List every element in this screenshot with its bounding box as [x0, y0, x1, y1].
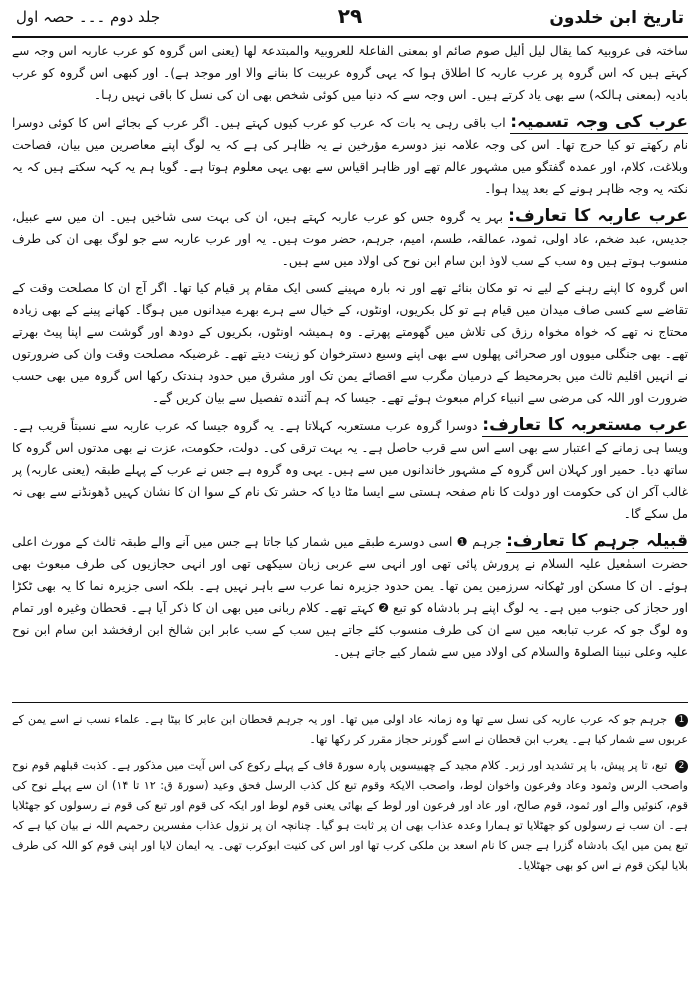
footnote-text: تبع، تا پر پیش، با پر تشدید اور زبر۔ کلام مجید کے چھبیسویں پارہ سورۃ قاف کے پہلے رکوع کی اس آیت میں مذکور ہے۔ کذبت قبلھم قوم نوح واصحب الرس وثمود وعاد وفرعون واخوان لوط، واصحب الایکۃ وقوم تبع کل کذب الرسل فحق وعید (سورۃ ق: ۱۲ تا ۱۴) ان سے پہلے نوح کی قوم، کنوئیں والے اور ثمود، قوم صالح، اور عاد اور فرعون اور لوط کے بھائی یعنی قوم لوط اور ایکہ کی قوم اور تبع کی قوم نے رسولوں کو جھٹلایا ہے۔ ان سب نے رسولوں کو جھٹلایا تو ہمارا وعدہ عذاب بھی ان پر ثابت ہو گیا۔ چنانچہ ان پر نزول عذاب مفسرین رحمہم اللہ نے بیان کیا ہے کہ تبع یمن میں ایک بادشاہ گزرا ہے جس کا نام اسعد بن ملکی کرب تھا اور اس کی کنیت ابوکرب تھی۔ یہ ایمان لایا اور اپنی قوم کو اللہ کی طرف بلایا لیکن قوم نے اس کو بھی جھٹلایا۔ — [12, 759, 688, 872]
paragraph-text: اس گروہ کا اپنے رہنے کے لیے نہ تو مکان بنائے تھے اور نہ بارہ مہینے کسی ایک مقام پر قیام کیا تھا۔ اگر آج ان کا مصلحت وقت کے تقاضے سے کسی صاف میدان میں قیام ہے تو کل بکریوں، اونٹوں، کے خیال سے ہرے بھرے میدانوں میں ہوگا۔ کھانے پینے کے بھی زیادہ محتاج نہ تھے کہ خواہ مخواہ رزق کی تلاش میں گھومتے پھرتے۔ وہ ہمیشہ اونٹوں، بکریوں کے دودھ اور گوشت سے اپنا پیٹ بھرتے تھے۔ بھی جنگلی میووں اور صحرائی پھلوں سے بھی اپنے وسیع دسترخوان کو زینت دیتے تھے۔ غرضیکہ مصلحت وقت وان کی ضرورتوں نے انہیں اقلیم ثالث میں بحرمحیط کے درمیان مگرب سے اقصائے یمن تک اور مشرق میں حدود ہندتک رکھا اس گروہ میں بھی حسب ضرورت اور اللہ کی مرضی سے انبیاء کرام مبعوث ہوئے تھے۔ جیسا کہ ہم آئندہ تفصیل سے بیان کریں گے۔ — [12, 281, 688, 405]
section-heading: قبیلہ جرہم کا تعارف: — [506, 531, 688, 551]
page-number: ۲۹ — [337, 4, 363, 28]
section-heading: عرب عاربہ کا تعارف: — [508, 206, 688, 226]
paragraph-text: بہر یہ گروہ جس کو عرب عاربہ کہتے ہیں، ان کی بہت سی شاخیں ہیں۔ ان میں سے عبیل، جدیس، عبد ضخم، عاد اولی، ثمود، عمالقہ، طسم، امیم، جرہم، حضر موت ہیں۔ یہ اور عرب عاربہ سے جو لوگ بھی ان کی طرف منسوب ہوتے ہیں وہ سب کے سب لاوذ ابن سام ابن نوح کی اولاد میں سے ہیں۔ — [12, 210, 688, 268]
footnote — [12, 756, 688, 876]
paragraph — [12, 111, 688, 200]
paragraph — [12, 277, 688, 409]
footnote-text: جرہم جو کہ عرب عاربہ کی نسل سے تھا وہ زمانہ عاد اولی میں تھا۔ اور یہ جرہم قحطان ابن عابر کا بیٹا ہے۔ علماء نسب نے اسے یمن کے عربوں سے شمار کیا ہے۔ یعرب ابن قحطان نے اسے گورنر حجاز مقرر کر رکھا تھا۔ — [12, 713, 688, 746]
paragraph-text: ساختہ فی عروبیۃ کما یقال لیل ألیل صوم صائم او بمعنی الفاعلۃ للعروبیۃ والمبتدعۃ لھا (یعنی اس گروہ کو عرب عاربہ اس وجہ سے کہتے ہیں کہ اس گروہ پر عرب عاربہ کا اطلاق ہوا کہ یہی گروہ عربیت کا بنانے والا اور موجد ہے)۔ اور کبھی اس گروہ کو عرب بادیہ (بمعنی ہالکہ) سے بھی یاد کرتے ہیں۔ اس وجہ سے کہ دنیا میں کوئی شخص بھی ان کی نسل کا باقی نہیں رہا۔ — [12, 44, 688, 102]
volume-label: جلد دوم ۔۔۔ حصہ اول — [16, 8, 161, 26]
book-title: تاریخ ابن خلدون — [549, 8, 684, 28]
footnote-number: 1 — [675, 714, 688, 727]
paragraph — [12, 530, 688, 663]
section-heading: عرب کی وجہ تسمیہ: — [510, 112, 688, 132]
paragraph-text: جرہم ❶ اسی دوسرے طبقے میں شمار کیا جاتا ہے جس میں آنے والے طبقہ ثالث کے مورث اعلی حضرت اسمٰعیل علیہ السلام نے پرورش پائی تھی اور انہی سے عربی زبان سیکھی تھی اور انہی حجازیوں کی طرف مبعوث بھی ہوئے۔ ان کا مسکن اور ٹھکانہ سرزمین یمن تھا۔ یمن حدود جزیرہ نما عرب سے باہر نہیں ہے۔ بلکہ اسی جزیرہ نما کا یہ بھی ٹکڑا اور حجاز کی جنوب میں ہے۔ یہ لوگ اپنے ہر بادشاہ کو تبع ❷ کہتے تھے۔ کلام ربانی میں بھی ان کا ذکر آیا ہے۔ قحطان وغیرہ اور تمام وہ لوگ جو کہ عرب تبابعہ میں سے ان کی طرف منسوب کئے جاتے ہیں سب کے سب عابر ابن شالخ ابن ارفخشد ابن سام ابن نوح علیہ وعلی نبینا الصلوۃ والسلام کی اولاد میں سے شمار کیے جاتے ہیں۔ — [12, 535, 688, 659]
footnote-number: 2 — [675, 760, 688, 773]
paragraph-text: اب باقی رہی یہ بات کہ عرب کو عرب کیوں کہتے ہیں۔ اگر عرب کے بجائے اس کا کوئی دوسرا نام رکھتے تو کیا حرج تھا۔ اس کی وجہ علامہ نیز دوسرے مؤرخین نے یہ ظاہر کی ہے کہ یہ لوگ اپنے معاصرین میں بیان، فصاحت وبلاغت، کلام، اور عمدہ گفتگو میں مشہور عالم تھے اور ظاہر اقیاس سے بھی یہی معلوم ہوتا ہے۔ گویا ہم یہ کہہ سکتے ہیں کہ یہ نکتہ یہ وجہ ظاہر ہونے کے بعد پیدا ہوا۔ — [12, 116, 688, 196]
main-text — [12, 40, 688, 700]
section-heading: عرب مستعربہ کا تعارف: — [482, 415, 688, 435]
page-header — [12, 4, 688, 38]
paragraph — [12, 40, 688, 106]
footnote-divider — [12, 702, 688, 703]
footnotes — [12, 710, 688, 982]
paragraph-text: دوسرا گروہ عرب مستعربہ کہلاتا ہے۔ یہ گروہ جیسا کہ عرب عاربہ سے نسبتاً قریب ہے۔ ویسا ہی زمانے کے اعتبار سے بھی اسے اس سے قرب حاصل ہے۔ یہ بہت ترقی کی۔ دولت، حکومت، عزت نے بھی مدتوں اس گروہ کا ساتھ دیا۔ حمیر اور کہلان اس گروہ کے مشہور خاندانوں میں سے ہیں۔ یہی وہ گروہ ہے جس نے عرب کے پہلے طبقہ (یعنی عاربہ) پر غالب آکر ان کی حکومت اور دولت کا نام صفحہ ہستی سے ایسا مٹا دیا کہ حشر تک نام کے سوا ان کا نشان کہیں ڈھونڈنے سے بھی نہ مل سکے گا۔ — [12, 419, 688, 521]
paragraph — [12, 205, 688, 272]
footnote — [12, 710, 688, 750]
paragraph — [12, 414, 688, 525]
